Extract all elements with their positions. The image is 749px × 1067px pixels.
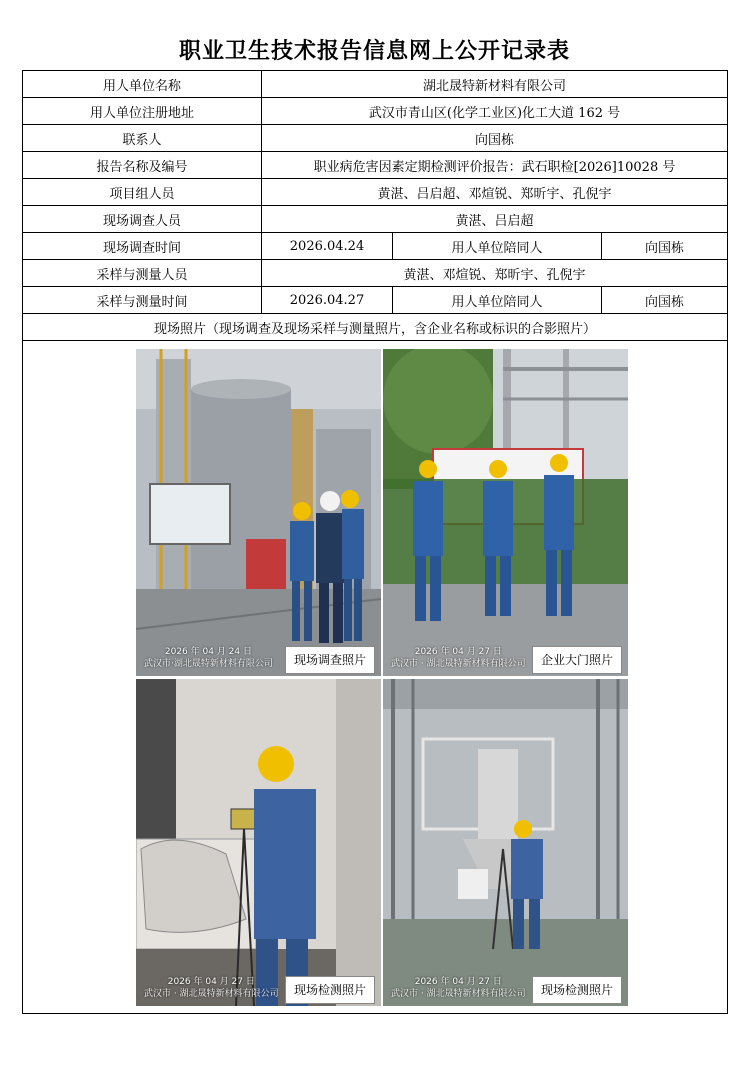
value-sampling-staff: 黄湛、邓煊锐、郑昕宇、孔倪宇 [262,260,728,287]
row-employer-address [23,98,728,125]
detection-image-1 [136,679,381,1006]
row-photos [23,341,728,1014]
label-sampling-staff: 采样与测量人员 [23,260,262,287]
photo-stamp: 2026 年 04 月 27 日 武汉市 · 湖北晟特新材料有限公司 [144,977,279,999]
row-contact [23,125,728,152]
page-title: 职业卫生技术报告信息网上公开记录表 [178,39,570,64]
photos-cell [23,341,728,1014]
gate-image [383,349,628,676]
photo-detection-2 [383,679,628,1006]
row-team [23,179,728,206]
value-survey-companion: 向国栋 [602,233,728,260]
photo-gate [383,349,628,676]
row-survey-time [23,233,728,260]
value-sampling-time: 2026.04.27 [262,287,393,314]
value-team: 黄湛、吕启超、邓煊锐、郑昕宇、孔倪宇 [262,179,728,206]
value-employer-address: 武汉市青山区(化学工业区)化工大道 162 号 [262,98,728,125]
value-contact: 向国栋 [262,125,728,152]
row-photos-header [23,314,728,341]
photo-caption: 现场检测照片 [285,976,375,1004]
photo-stamp: 2026 年 04 月 27 日 武汉市 · 湖北晟特新材料有限公司 [391,977,526,999]
photo-detection-1 [136,679,381,1006]
row-sampling-staff [23,260,728,287]
photo-stamp: 2026 年 04 月 24 日 武汉市·湖北晟特新材料有限公司 [144,647,273,669]
row-survey-staff [23,206,728,233]
label-survey-companion: 用人单位陪同人 [393,233,602,260]
label-sampling-companion: 用人单位陪同人 [393,287,602,314]
photo-caption: 现场调查照片 [285,646,375,674]
label-team: 项目组人员 [23,179,262,206]
row-report [23,152,728,179]
value-sampling-companion: 向国栋 [602,287,728,314]
photo-site-survey [136,349,381,676]
row-sampling-time [23,287,728,314]
label-contact: 联系人 [23,125,262,152]
photo-grid [136,349,628,1007]
detection-image-2 [383,679,628,1006]
label-survey-staff: 现场调查人员 [23,206,262,233]
photos-header: 现场照片（现场调查及现场采样与测量照片，含企业名称或标识的合影照片） [23,314,728,341]
value-survey-time: 2026.04.24 [262,233,393,260]
photo-stamp: 2026 年 04 月 27 日 武汉市 · 湖北晟特新材料有限公司 [391,647,526,669]
site-survey-image [136,349,381,676]
record-table [22,70,728,1014]
row-employer-name [23,71,728,98]
label-survey-time: 现场调查时间 [23,233,262,260]
value-report: 职业病危害因素定期检测评价报告：武石职检[2026]10028 号 [262,152,728,179]
photo-caption: 企业大门照片 [532,646,622,674]
photo-caption: 现场检测照片 [532,976,622,1004]
label-employer-address: 用人单位注册地址 [23,98,262,125]
label-sampling-time: 采样与测量时间 [23,287,262,314]
value-employer-name: 湖北晟特新材料有限公司 [262,71,728,98]
label-report: 报告名称及编号 [23,152,262,179]
label-employer-name: 用人单位名称 [23,71,262,98]
value-survey-staff: 黄湛、吕启超 [262,206,728,233]
